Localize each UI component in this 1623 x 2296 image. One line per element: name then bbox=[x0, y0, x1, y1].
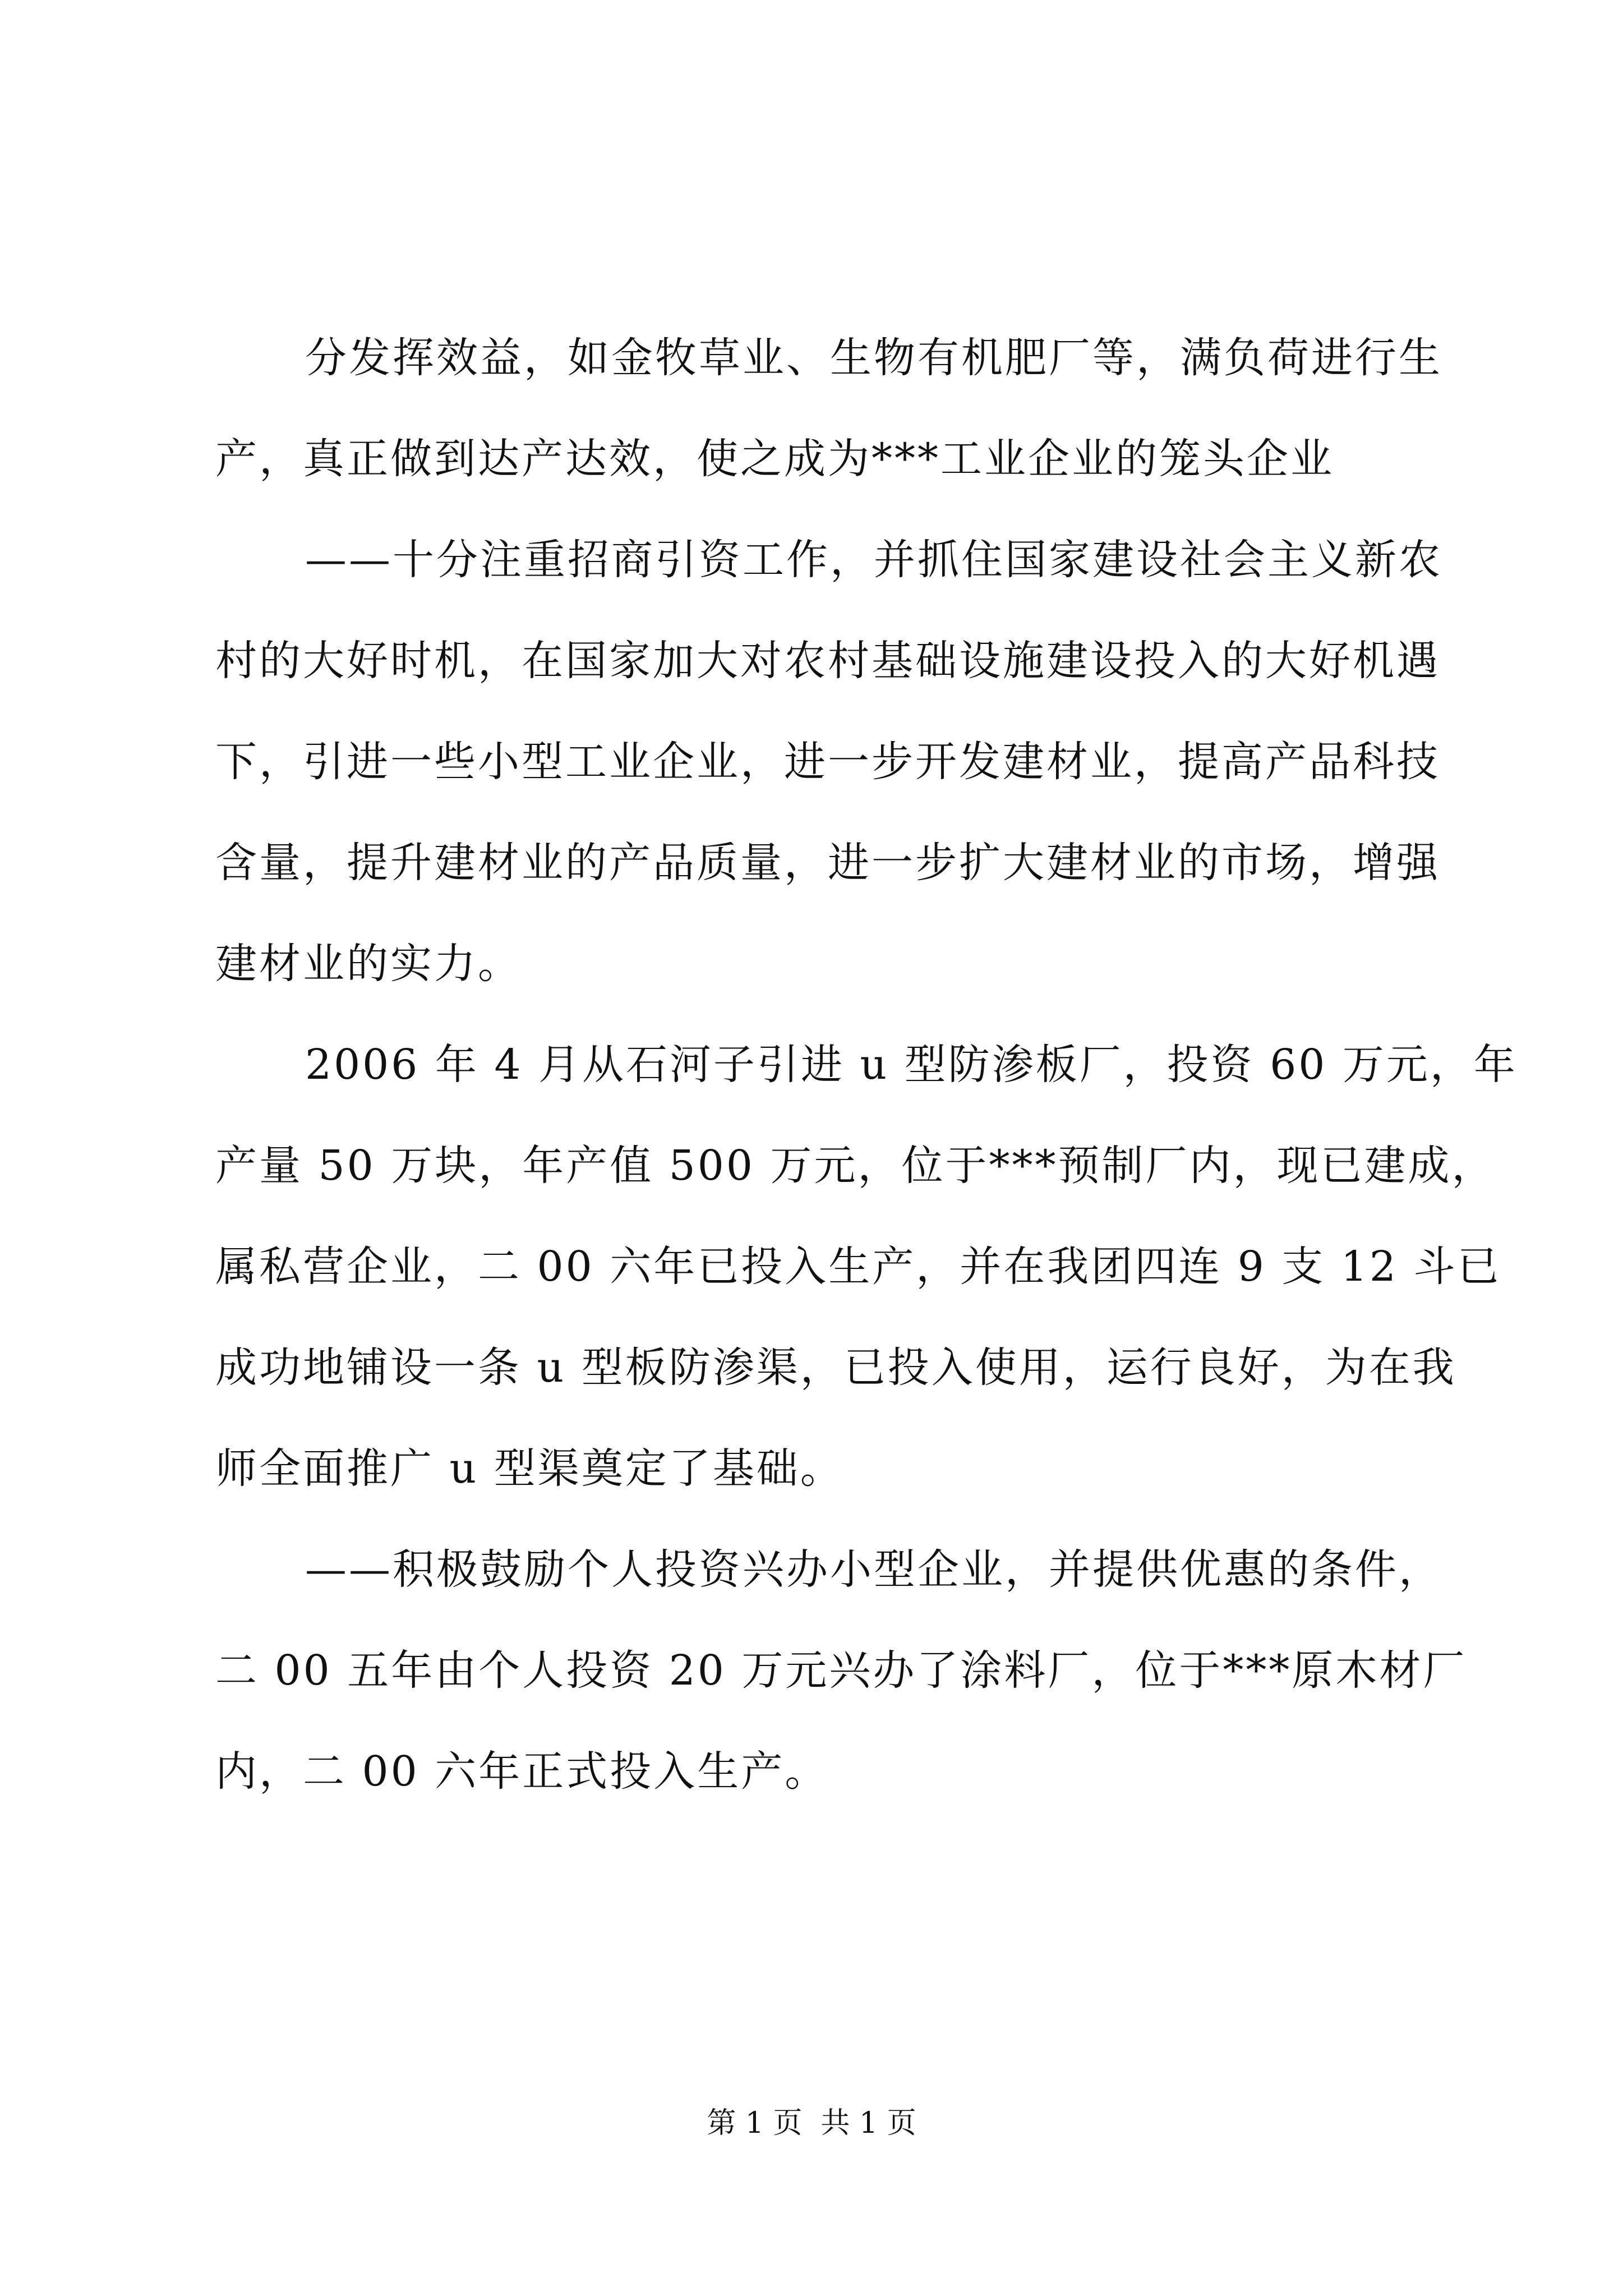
text-line: 内，二 00 六年正式投入生产。 bbox=[215, 1747, 829, 1796]
text-line: 二 00 五年由个人投资 20 万元兴办了涂料厂，位于***原木材厂 bbox=[215, 1646, 1467, 1695]
text-line: 含量，提升建材业的产品质量，进一步扩大建材业的市场，增强 bbox=[215, 839, 1440, 887]
text-line: 产，真正做到达产达效，使之成为***工业企业的笼头企业 bbox=[215, 435, 1334, 483]
text-line: ——积极鼓励个人投资兴办小型企业，并提供优惠的条件， bbox=[305, 1545, 1442, 1594]
text-line: 2006 年 4 月从石河子引进 u 型防渗板厂，投资 60 万元，年 bbox=[305, 1041, 1518, 1089]
text-line: 下，引进一些小型工业企业，进一步开发建材业，提高产品科技 bbox=[215, 738, 1440, 786]
text-line: ——十分注重招商引资工作，并抓住国家建设社会主义新农 bbox=[305, 536, 1442, 584]
text-line: 分发挥效益，如金牧草业、生物有机肥厂等，满负荷进行生 bbox=[305, 334, 1442, 382]
text-line: 村的大好时机，在国家加大对农村基础设施建设投入的大好机遇 bbox=[215, 637, 1440, 685]
document-body bbox=[215, 307, 1518, 1822]
text-line: 师全面推广 u 型渠奠定了基础。 bbox=[215, 1444, 844, 1493]
text-line: 属私营企业，二 00 六年已投入生产，并在我团四连 9 支 12 斗已 bbox=[215, 1243, 1501, 1291]
text-line: 建材业的实力。 bbox=[215, 940, 522, 988]
page-footer: 第 1 页 共 1 页 bbox=[707, 2106, 916, 2140]
text-line: 成功地铺设一条 u 型板防渗渠，已投入使用，运行良好，为在我 bbox=[215, 1343, 1456, 1392]
text-line: 产量 50 万块，年产值 500 万元，位于***预制厂内，现已建成， bbox=[215, 1142, 1496, 1190]
